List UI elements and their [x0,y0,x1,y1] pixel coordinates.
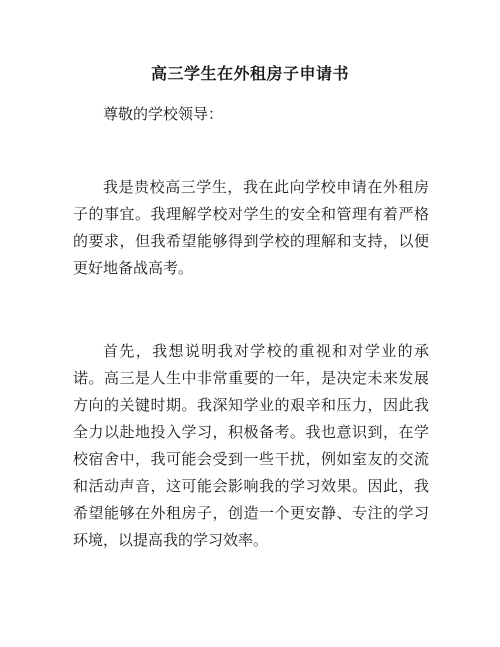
salutation: 尊敬的学校领导： [103,105,224,123]
paragraph-2: 首先，我想说明我对学校的重视和对学业的承诺。高三是人生中非常重要的一年，是决定未来发展方向的关键时期。我深知学业的艰辛和压力，因此我全力以赴地投入学习，积极备考。我也意识到，在学校宿舍中，我可能会受到一些干扰，例如室友的交流和活动声音，这可能会影响我的学习效果。因此，我希望能够在外租房子，创造一个更安静、专注的学习环境，以提高我的学习效率。 [73,342,429,549]
paragraph-1: 我是贵校高三学生，我在此向学校申请在外租房子的事宜。我理解学校对学生的安全和管理有着严格的要求，但我希望能够得到学校的理解和支持，以便更好地备战高考。 [73,178,429,277]
document-title: 高三学生在外租房子申请书 [150,64,349,83]
